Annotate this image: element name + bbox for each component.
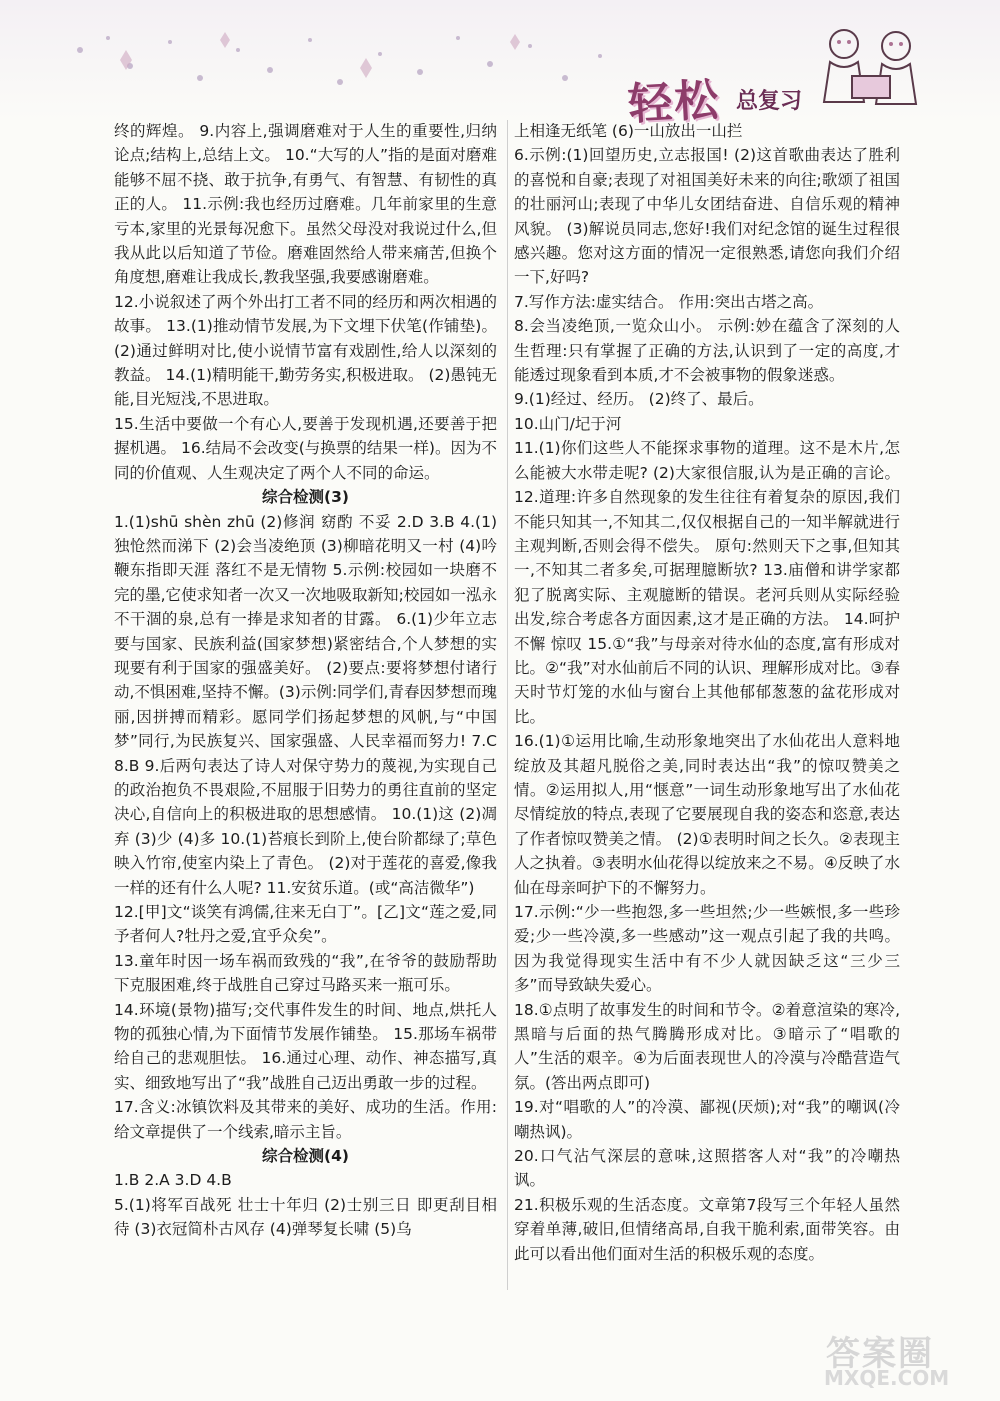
answer-paragraph: 21.积极乐观的生活态度。文章第7段写三个年轻人虽然穿着单薄,破旧,但情绪高昂,自我干脆利索,面带笑容。由此可以看出他们面对生活的积极乐观的态度。 (514, 1195, 900, 1263)
right-column (514, 119, 900, 1266)
answer-paragraph: 20.口气沾气深层的意味,这照搭客人对“我”的冷嘲热讽。 (514, 1147, 900, 1190)
answer-paragraph: 5.(1)将军百战死 壮士十年归 (2)士别三日 即更刮目相待 (3)衣冠简朴古风存 (4)弹琴复长啸 (5)乌 (114, 1195, 497, 1239)
answer-paragraph: 13.童年时因一场车祸而致残的“我”,在爷爷的鼓励帮助下克服困难,终于战胜自己穿过马路买来一瓶可乐。 (114, 951, 497, 995)
answer-paragraph: 17.示例:“少一些抱怨,多一些坦然;少一些嫉恨,多一些珍爱;少一些冷漠,多一些感动”这一观点引起了我的共鸣。因为我觉得现实生活中有不少人就因缺乏这“三少三多”而导致缺失爱心。 (514, 903, 900, 995)
answer-paragraph: 15.生活中要做一个有心人,要善于发现机遇,还要善于把握机遇。 16.结局不会改变(与换票的结果一样)。因为不同的价值观、人生观决定了两个人不同的命运。 (114, 414, 497, 482)
column-divider (507, 120, 508, 1290)
answer-paragraph: 9.(1)经过、经历。 (2)终了、最后。 (514, 390, 764, 409)
left-column (114, 119, 497, 1242)
section-heading: 综合检测(4) (262, 1147, 349, 1166)
answer-paragraph: 19.对“唱歌的人”的冷漠、鄙视(厌烦);对“我”的嘲讽(冷嘲热讽)。 (514, 1098, 900, 1141)
brand-subtitle: 总复习 (736, 89, 803, 114)
answer-paragraph: 1.B 2.A 3.D 4.B (114, 1171, 232, 1190)
children-reading-illustration (812, 22, 932, 120)
answer-paragraph: 1.(1)shū shèn zhū (2)修润 窈酌 不妥 2.D 3.B 4.(1)独怆然而涕下 (2)会当凌绝顶 (3)柳暗花明又一村 (4)吟鞭东指即天涯 落红不是无情物 5.示例:校园如一块磨不完的墨,它使求知者一次又一次地吸取新知;校园如一泓永不干涸的泉,总有一捧是求知者的甘露。 6.(1)少年立志要与国家、民族利益(国家梦想)紧密结合,个人梦想的实现要有利于国家的强盛美好。 (2)要点:要将梦想付诸行动,不惧困难,坚持不懈。(3)示例:同学们,青春因梦想而瑰丽,因拼搏而精彩。愿同学们扬起梦想的风帆,与“中国梦”同行,为民族复兴、国家强盛、人民幸福而努力! 7.C 8.B 9.后两句表达了诗人对保守势力的蔑视,为实现自己的政治抱负不畏艰险,不屈服于旧势力的勇往直前的坚定决心,自信向上的积极进取的思想感情。 10.(1)这 (2)凋弃 (3)少 (4)多 10.(1)苔痕长到阶上,使台阶都绿了;草色映入竹帘,使室内染上了青色。 (2)对于莲花的喜爱,像我一样的还有什么人呢? 11.安贫乐道。(或“高洁微华”) (114, 512, 497, 897)
answer-paragraph: 14.环境(景物)描写;交代事件发生的时间、地点,烘托人物的孤独心情,为下面情节发展作铺垫。 15.那场车祸带给自己的悲观胆怯。 16.通过心理、动作、神态描写,真实、细致地写出了“我”战胜自己迈出勇敢一步的过程。 (114, 1000, 497, 1092)
section-heading: 综合检测(3) (262, 488, 349, 507)
answer-paragraph: 12.[甲]文“谈笑有鸿儒,往来无白丁”。[乙]文“莲之爱,同予者何人?牡丹之爱,宜乎众矣”。 (114, 903, 497, 946)
answer-paragraph: 18.①点明了故事发生的时间和节令。②着意渲染的寒冷,黑暗与后面的热气腾腾形成对比。③暗示了“唱歌的人”生活的艰辛。④为后面表现世人的冷漠与冷酷营造气氛。(答出两点即可) (514, 1000, 900, 1092)
answer-paragraph: 10.山门/圮于河 (514, 414, 622, 433)
answer-paragraph: 16.(1)①运用比喻,生动形象地突出了水仙花出人意料地绽放及其超凡脱俗之美,同时表达出“我”的惊叹赞美之情。②运用拟人,用“惬意”一词生动形象地写出了水仙花尽情绽放的特点,表现了它要展现自我的姿态和恣意,表达了作者惊叹赞美之情。 (2)①表明时间之长久。②表现主人之执着。③表明水仙花得以绽放来之不易。④反映了水仙在母亲呵护下的不懈努力。 (514, 732, 900, 897)
answer-paragraph: 12.小说叙述了两个外出打工者不同的经历和两次相遇的故事。 13.(1)推动情节发展,为下文埋下伏笔(作铺垫)。 (2)通过鲜明对比,使小说情节富有戏剧性,给人以深刻的教益。 14.(1)精明能干,勤劳务实,积极进取。 (2)愚钝无能,目光短浅,不思进取。 (114, 292, 497, 409)
answer-paragraph: 终的辉煌。 9.内容上,强调磨难对于人生的重要性,归纳论点;结构上,总结上文。 10.“大写的人”指的是面对磨难能够不屈不挠、敢于抗争,有勇气、有智慧、有韧性的真正的人。 11.示例:我也经历过磨难。几年前家里的生意亏本,家里的光景每况愈下。虽然父母没对我说过什么,但我从此以后知道了节俭。磨难固然给人带来痛苦,但换个角度想,磨难让我成长,教我坚强,我要感谢磨难。 (114, 122, 497, 287)
answer-paragraph: 7.写作方法:虚实结合。 作用:突出古塔之高。 (514, 292, 824, 311)
watermark-logo: 答案圈 (826, 1334, 934, 1374)
answer-paragraph: 8.会当凌绝顶,一览众山小。 示例:妙在蕴含了深刻的人生哲理:只有掌握了正确的方法,认识到了一定的高度,才能透过现象看到本质,才不会被事物的假象迷惑。 (514, 317, 900, 385)
watermark-url: MXQE.COM (824, 1366, 950, 1390)
answer-paragraph: 6.示例:(1)回望历史,立志报国! (2)这首歌曲表达了胜利的喜悦和自豪;表现了对祖国美好未来的向往;歌颂了祖国的壮丽河山;表现了中华儿女团结奋进、自信乐观的精神风貌。 (3)解说员同志,您好!我们对纪念馆的诞生过程很感兴趣。您对这方面的情况一定很熟悉,请您向我们介绍一下,好吗? (514, 146, 900, 287)
answer-paragraph: 上相逢无纸笔 (6)一山放出一山拦 (514, 122, 743, 140)
brand-title: 轻松 (626, 74, 722, 131)
answer-paragraph: 17.含义:冰镇饮料及其带来的美好、成功的生活。作用:给文章提供了一个线索,暗示主旨。 (114, 1098, 497, 1141)
answer-paragraph: 11.(1)你们这些人不能探求事物的道理。这不是木片,怎么能被大水带走呢? (2)大家很信服,认为是正确的言论。 12.道理:许多自然现象的发生往往有着复杂的原因,我们不能只知其一,不知其二,仅仅根据自己的一知半解就进行主观判断,否则会得不偿失。 原句:然则天下之事,但知其一,不知其二者多矣,可据理臆断欤? 13.庙僧和讲学家都犯了脱离实际、主观臆断的错误。老河兵则从实际经验出发,综合考虑各方面因素,这才是正确的方法。 14.呵护 不懈 惊叹 15.①“我”与母亲对待水仙的态度,富有形成对比。②“我”对水仙前后不同的认识、理解形成对比。③春天时节灯笼的水仙与窗台上其他郁郁葱葱的盆花形成对比。 (514, 439, 900, 726)
header-decoration (60, 20, 620, 100)
